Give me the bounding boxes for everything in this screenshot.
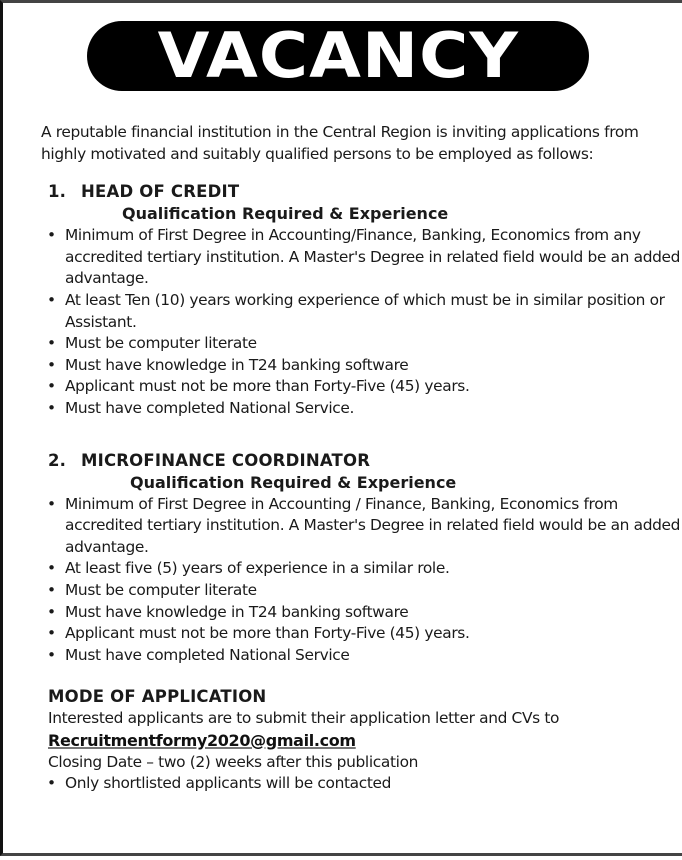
requirement-item: • Must have knowledge in T24 banking software	[41, 355, 681, 377]
mode-of-application	[41, 686, 681, 795]
bullet-icon: •	[47, 494, 56, 513]
vacancy-title: VACANCY	[157, 19, 519, 92]
note-item: • Only shortlisted applicants will be contacted	[41, 773, 681, 795]
requirement-item: • Must have knowledge in T24 banking software	[41, 602, 681, 624]
bullet-icon: •	[47, 645, 56, 664]
requirement-item: • Must have completed National Service.	[41, 398, 681, 420]
requirement-item: • Must be computer literate	[41, 580, 681, 602]
requirement-item: • Applicant must not be more than Forty-Five (45) years.	[41, 376, 681, 398]
position-name: HEAD OF CREDIT	[81, 182, 240, 202]
position-title	[48, 450, 681, 472]
bullet-icon: •	[47, 290, 56, 309]
application-notes	[41, 773, 681, 795]
application-email-link[interactable]: Recruitmentformy2020@gmail.com	[48, 730, 356, 750]
requirement-item: • Must be computer literate	[41, 333, 681, 355]
bullet-icon: •	[47, 377, 56, 396]
qualification-heading: Qualification Required & Experience	[130, 472, 457, 492]
bullet-icon: •	[47, 334, 56, 353]
bullet-icon: •	[47, 398, 56, 417]
position-title	[48, 181, 681, 203]
vacancy-banner	[87, 21, 589, 91]
qualification-heading: Qualification Required & Experience	[122, 204, 449, 224]
requirement-item: • At least Ten (10) years working experience of which must be in similar position or Assistant.	[47, 290, 665, 331]
bullet-icon: •	[47, 559, 56, 578]
bullet-icon: •	[47, 580, 56, 599]
requirement-item: • Minimum of First Degree in Accounting/Finance, Banking, Economics from any accredited tertiary institution. A Master's Degree in related field would be an added advantage.	[47, 226, 681, 288]
intro-paragraph: A reputable financial institution in the Central Region is inviting applications from highly motivated and suitably qualified persons to be employed as follows:	[41, 123, 639, 163]
bullet-icon: •	[47, 355, 56, 374]
position-head-of-credit	[41, 181, 681, 419]
position-number: 1.	[48, 182, 67, 202]
mode-of-application-heading: MODE OF APPLICATION	[48, 687, 267, 707]
position-number: 2.	[48, 450, 67, 470]
requirement-item: • At least five (5) years of experience in a similar role.	[41, 558, 681, 580]
requirements-list	[41, 225, 681, 419]
position-name: MICROFINANCE COORDINATOR	[81, 450, 371, 470]
bullet-icon: •	[47, 774, 56, 793]
requirement-item: • Minimum of First Degree in Accounting / Finance, Banking, Economics from accredited tertiary institution. A Master's Degree in related field would be an added advantage.	[47, 494, 681, 556]
closing-date: Closing Date – two (2) weeks after this publication	[48, 752, 419, 771]
position-microfinance-coordinator	[41, 450, 681, 667]
requirements-list	[41, 494, 681, 667]
bullet-icon: •	[47, 602, 56, 621]
bullet-icon: •	[47, 226, 56, 245]
requirement-item: • Must have completed National Service	[41, 645, 681, 667]
requirement-item: • Applicant must not be more than Forty-Five (45) years.	[41, 623, 681, 645]
application-instruction: Interested applicants are to submit their application letter and CVs to	[48, 709, 560, 728]
advert-body	[41, 122, 681, 795]
bullet-icon: •	[47, 624, 56, 643]
